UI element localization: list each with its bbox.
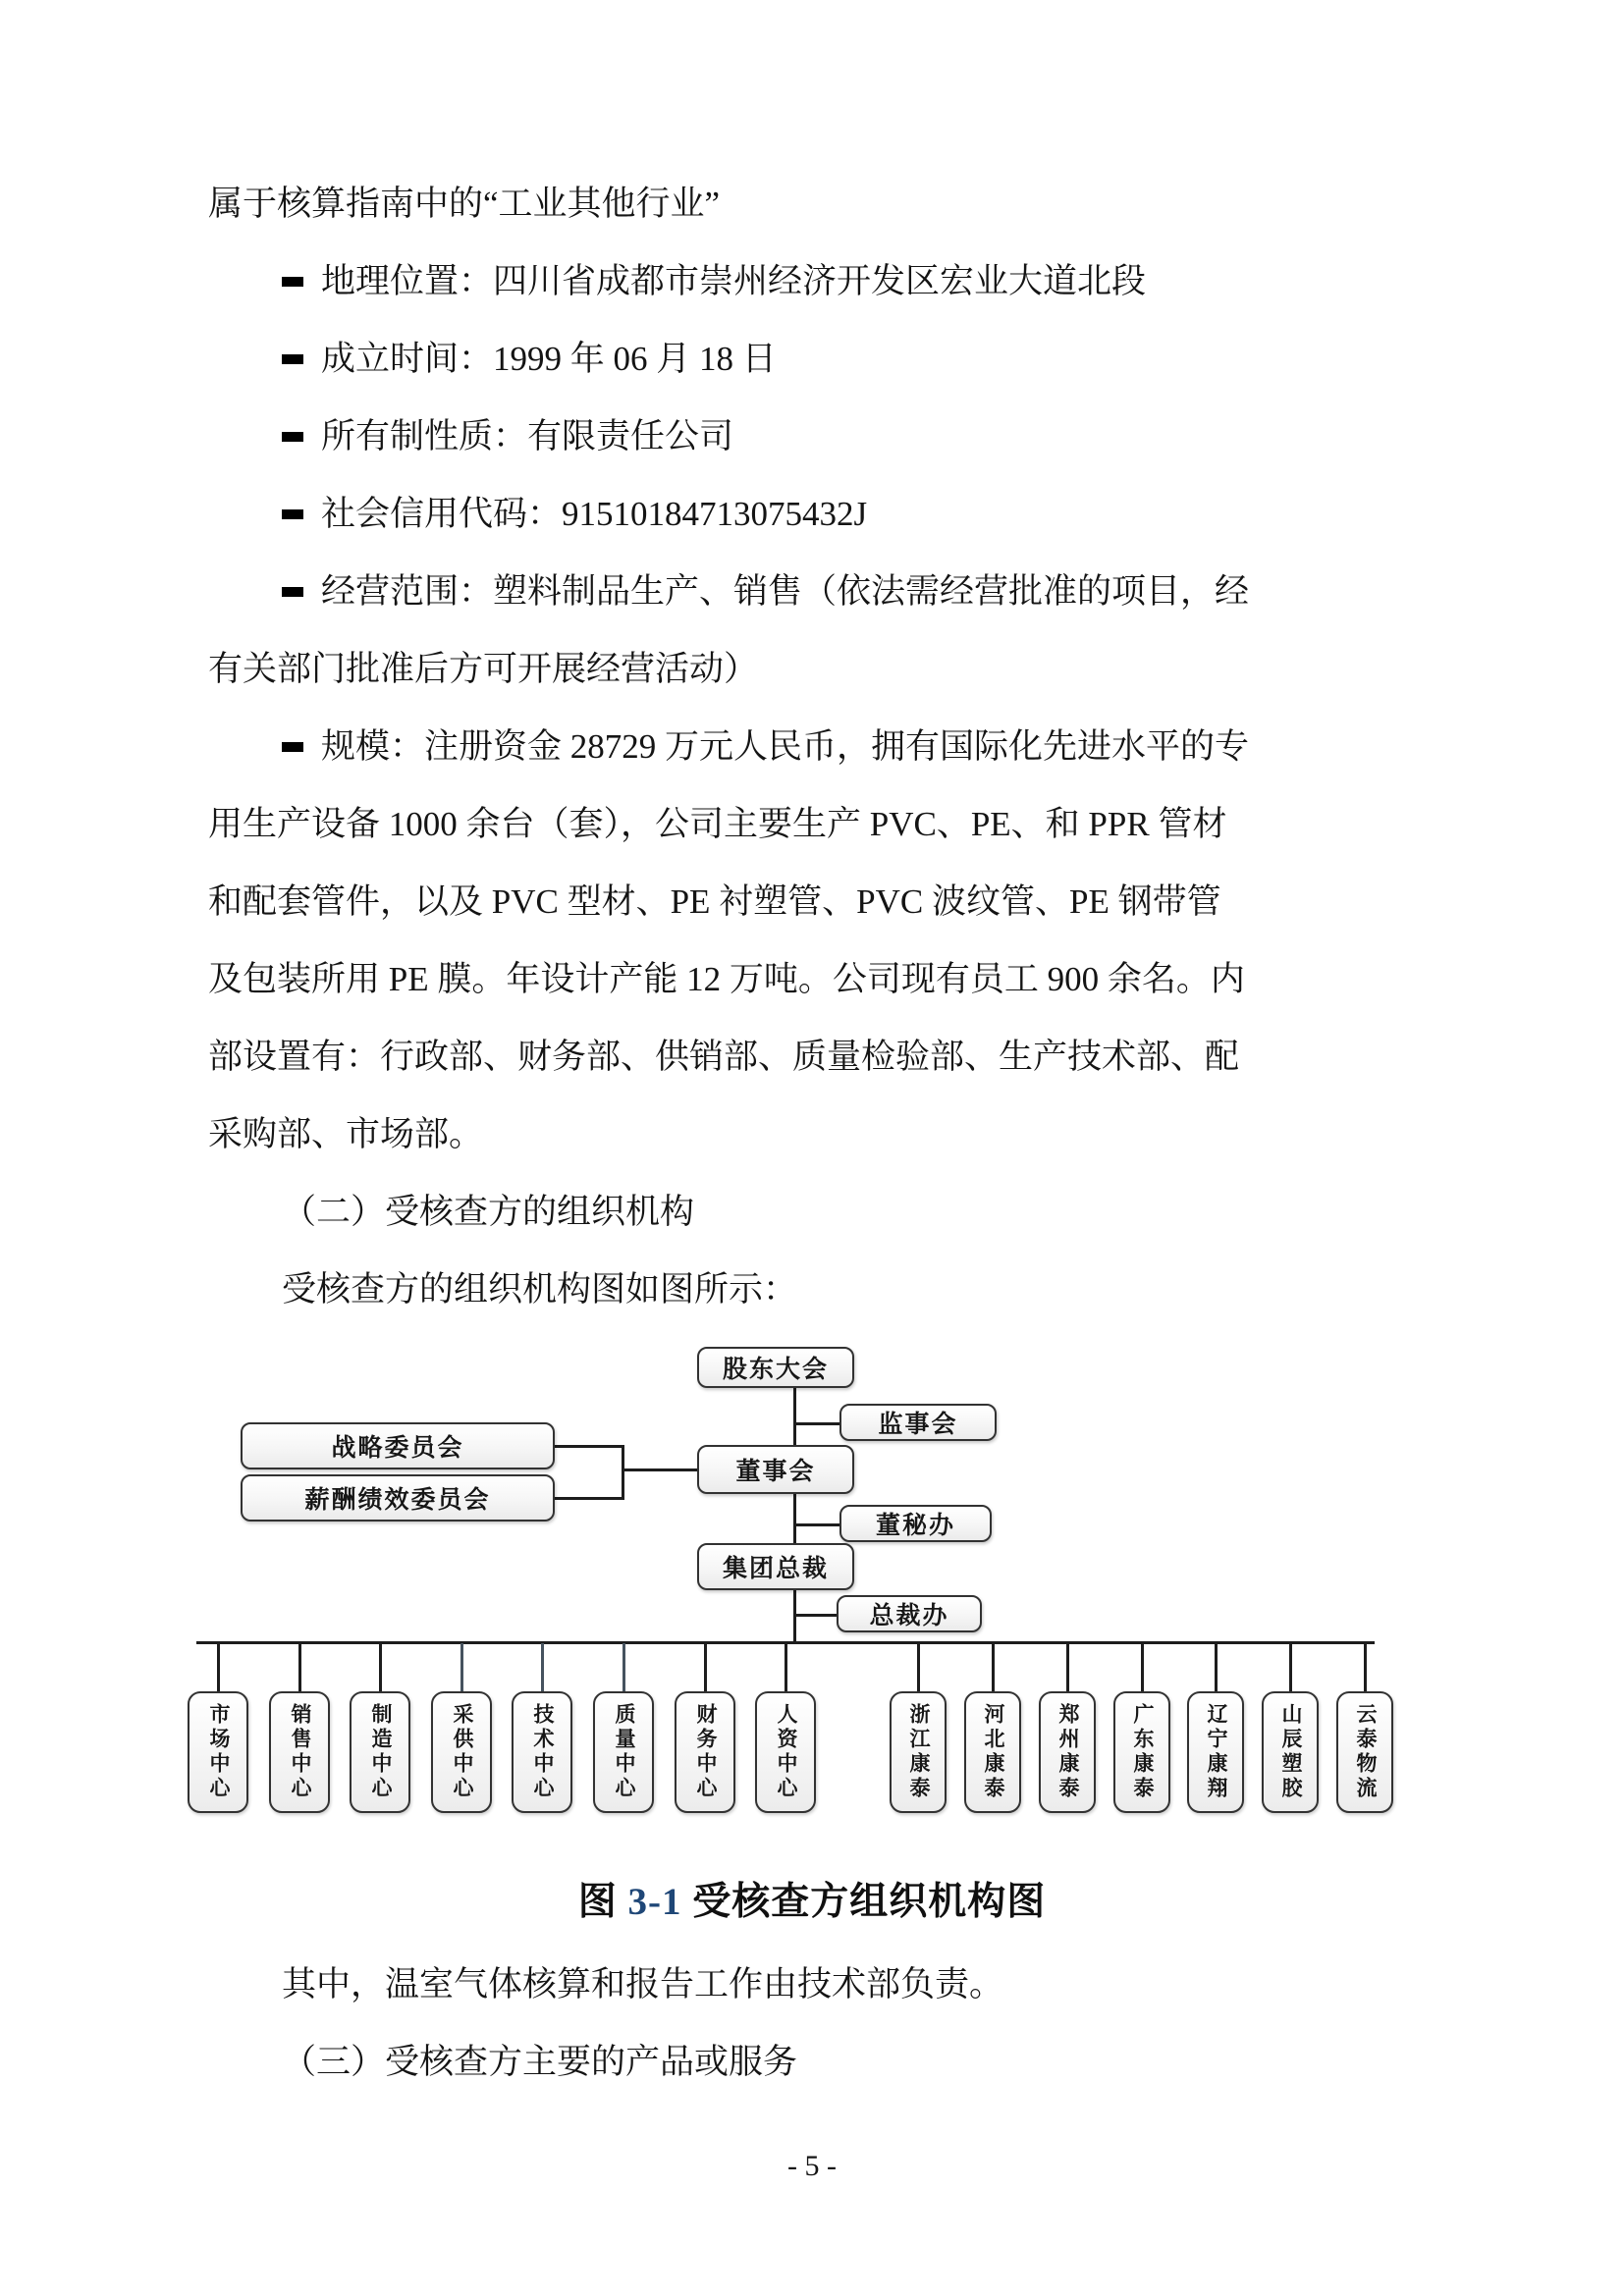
connector-drop-line: [1289, 1643, 1292, 1691]
connector-line: [795, 1422, 839, 1425]
connector-drop-line: [298, 1643, 301, 1691]
body-line: [208, 630, 1467, 708]
body-line: [208, 1946, 1467, 2023]
body-line: [208, 398, 1467, 475]
org-unit-box: 河北康泰: [964, 1691, 1021, 1813]
body-line: [208, 785, 1467, 863]
body-line-text: 其中，温室气体核算和报告工作由技术部负责。: [282, 1965, 1004, 2003]
org-unit-box: 质量中心: [593, 1691, 654, 1813]
body-line-text: 规模：注册资金 28729 万元人民币，拥有国际化先进水平的专: [321, 727, 1250, 766]
body-line-text: 社会信用代码：91510184713075432J: [321, 495, 868, 533]
org-node-strategy-committee: 战略委员会: [241, 1422, 555, 1469]
connector-line: [555, 1497, 623, 1500]
org-node-compensation-committee: 薪酬绩效委员会: [241, 1474, 555, 1522]
org-unit-box: 辽宁康翔: [1187, 1691, 1244, 1813]
org-node-shareholders-meeting: 股东大会: [697, 1347, 854, 1388]
org-unit-box: 山辰塑胶: [1262, 1691, 1319, 1813]
body-paragraphs: [208, 165, 1467, 1328]
connector-line: [795, 1614, 837, 1617]
org-unit-box: 采供中心: [431, 1691, 492, 1813]
body-line: [208, 553, 1467, 630]
body-line-text: 部设置有：行政部、财务部、供销部、质量检验部、生产技术部、配: [208, 1038, 1240, 1076]
body-line: [208, 1095, 1467, 1173]
closing-paragraphs: [208, 1946, 1467, 2101]
page-number: - 5 -: [787, 2150, 837, 2182]
org-unit-box: 制造中心: [350, 1691, 410, 1813]
body-line: [208, 475, 1467, 553]
org-unit-box: 郑州康泰: [1039, 1691, 1096, 1813]
connector-drop-line: [1364, 1643, 1367, 1691]
org-node-president-office: 总裁办: [837, 1595, 982, 1632]
org-unit-box: 市场中心: [188, 1691, 248, 1813]
connector-line: [793, 1494, 796, 1543]
connector-drop-line: [541, 1643, 544, 1691]
body-line-text: 经营范围：塑料制品生产、销售（依法需经营批准的项目，经: [321, 572, 1250, 611]
org-unit-box: 云泰物流: [1336, 1691, 1393, 1813]
body-line: [208, 242, 1467, 320]
figure-caption-title: 受核查方组织机构图: [692, 1881, 1047, 1923]
body-line-text: 地理位置：四川省成都市崇州经济开发区宏业大道北段: [321, 262, 1147, 300]
figure-caption-number: 3-1: [627, 1881, 682, 1923]
body-line-text: （二）受核查方的组织机构: [282, 1193, 695, 1231]
body-line: [208, 708, 1467, 785]
connector-drop-line: [1215, 1643, 1218, 1691]
org-unit-box: 销售中心: [269, 1691, 330, 1813]
connector-drop-line: [460, 1643, 463, 1691]
org-unit-box: 浙江康泰: [890, 1691, 947, 1813]
figure-caption: [0, 1871, 1624, 1926]
body-line: [208, 320, 1467, 398]
body-line-text: （三）受核查方主要的产品或服务: [282, 2043, 798, 2081]
body-line-text: 有关部门批准后方可开展经营活动）: [208, 650, 759, 688]
org-unit-box: 广东康泰: [1113, 1691, 1170, 1813]
connector-line: [622, 1445, 624, 1500]
body-line-text: 所有制性质：有限责任公司: [321, 417, 734, 455]
body-line-text: 受核查方的组织机构图如图所示：: [282, 1270, 798, 1308]
org-unit-box: 技术中心: [512, 1691, 572, 1813]
body-line: [208, 1018, 1467, 1095]
connector-drop-line: [785, 1643, 787, 1691]
body-line: [208, 940, 1467, 1018]
body-line-text: 用生产设备 1000 余台（套），公司主要生产 PVC、PE、和 PPR 管材: [208, 805, 1227, 843]
body-line-text: 及包装所用 PE 膜。年设计产能 12 万吨。公司现有员工 900 余名。内: [208, 960, 1245, 998]
org-unit-box: 人资中心: [755, 1691, 816, 1813]
connector-drop-line: [917, 1643, 920, 1691]
org-node-supervisory-board: 监事会: [839, 1404, 997, 1441]
bullet-square-icon: [282, 277, 303, 287]
org-chart: [0, 1335, 1624, 1826]
body-line: [208, 863, 1467, 940]
connector-drop-line: [217, 1643, 220, 1691]
body-line: [208, 1251, 1467, 1328]
connector-line: [793, 1590, 796, 1643]
bullet-square-icon: [282, 432, 303, 442]
body-line: [208, 2023, 1467, 2101]
bullet-square-icon: [282, 742, 303, 752]
connector-line: [795, 1523, 839, 1526]
connector-drop-line: [1141, 1643, 1144, 1691]
body-line: [208, 1173, 1467, 1251]
bullet-square-icon: [282, 587, 303, 597]
connector-line: [793, 1388, 796, 1445]
connector-drop-line: [1066, 1643, 1069, 1691]
body-line: [208, 165, 1467, 242]
body-line-text: 和配套管件，以及 PVC 型材、PE 衬塑管、PVC 波纹管、PE 钢带管: [208, 882, 1221, 921]
bullet-square-icon: [282, 509, 303, 519]
org-node-group-president: 集团总裁: [697, 1543, 854, 1590]
connector-drop-line: [704, 1643, 707, 1691]
connector-drop-line: [992, 1643, 995, 1691]
body-line-text: 成立时间：1999 年 06 月 18 日: [321, 340, 777, 378]
connector-line: [555, 1445, 623, 1448]
connector-line: [622, 1468, 697, 1471]
body-line-text: 属于核算指南中的“工业其他行业”: [208, 185, 721, 223]
figure-caption-label: 图: [577, 1881, 618, 1923]
org-node-board-of-directors: 董事会: [697, 1445, 854, 1494]
org-unit-box: 财务中心: [675, 1691, 735, 1813]
connector-drop-line: [379, 1643, 382, 1691]
bullet-square-icon: [282, 354, 303, 364]
org-node-board-secretary-office: 董秘办: [839, 1505, 992, 1542]
connector-drop-line: [623, 1643, 625, 1691]
body-line-text: 采购部、市场部。: [208, 1115, 484, 1153]
